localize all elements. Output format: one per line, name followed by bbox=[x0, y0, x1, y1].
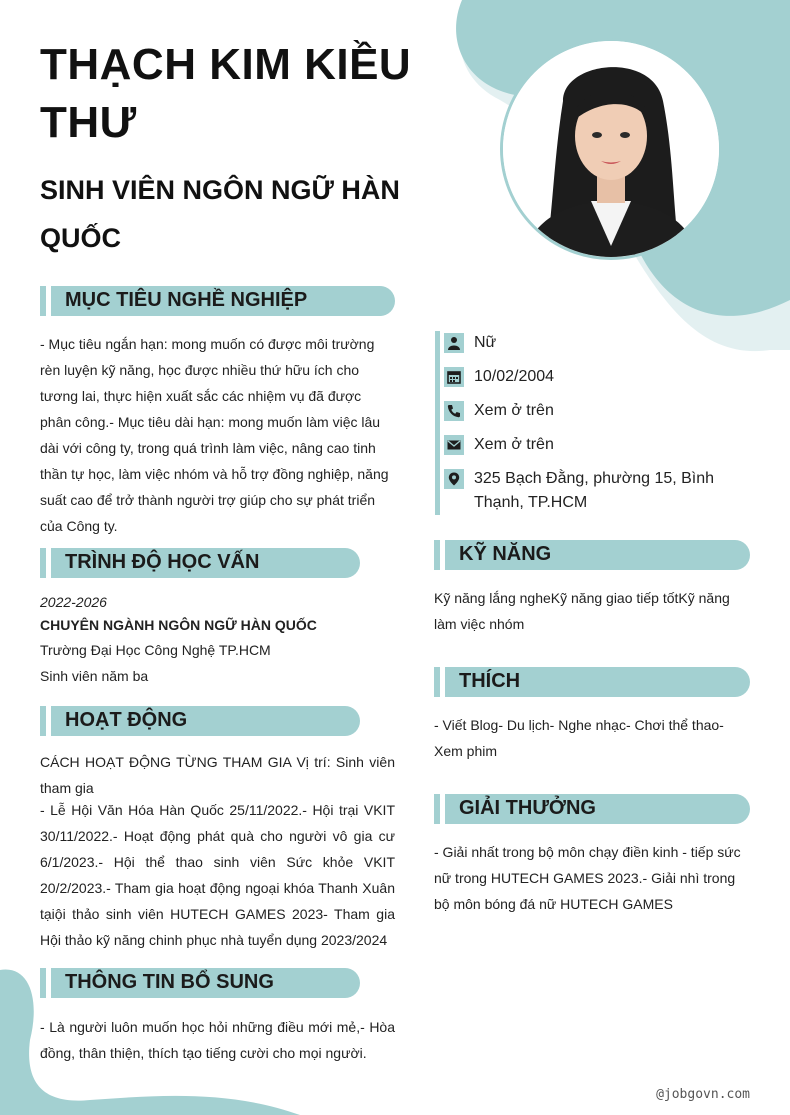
education-school: Trường Đại Học Công Nghệ TP.HCM bbox=[40, 642, 271, 658]
skills-text: Kỹ năng lắng ngheKỹ năng giao tiếp tốtKỹ năng làm việc nhóm bbox=[434, 590, 730, 632]
hobbies-heading-label: THÍCH bbox=[459, 670, 521, 692]
portrait-illustration bbox=[503, 41, 719, 257]
education-major: CHUYÊN NGÀNH NGÔN NGỮ HÀN QUỐC bbox=[40, 617, 317, 633]
activities-heading-label: HOẠT ĐỘNG bbox=[65, 709, 188, 731]
skills-heading-label: KỸ NĂNG bbox=[459, 543, 552, 565]
watermark-footer: @jobgovn.com bbox=[656, 1087, 750, 1102]
education-level: Sinh viên năm ba bbox=[40, 668, 149, 684]
contact-email-text: Xem ở trên bbox=[474, 436, 554, 453]
calendar-icon bbox=[444, 367, 464, 387]
objective-heading bbox=[40, 286, 395, 316]
additional-heading-label: THÔNG TIN BỔ SUNG bbox=[65, 971, 274, 993]
activities-intro: CÁCH HOẠT ĐỘNG TỪNG THAM GIA Vị trí: Sinh viên tham gia bbox=[40, 754, 395, 796]
phone-icon bbox=[444, 401, 464, 421]
person-icon bbox=[444, 333, 464, 353]
job-title: SINH VIÊN NGÔN NGỮ HÀN QUỐC bbox=[40, 175, 400, 253]
contact-address-text: 325 Bạch Đằng, phường 15, Bình Thạnh, TP.HCM bbox=[474, 470, 715, 511]
hobbies-text: - Viết Blog- Du lịch- Nghe nhạc- Chơi thể thao- Xem phim bbox=[434, 717, 724, 759]
contact-accent-bar bbox=[435, 331, 440, 515]
hobbies-heading bbox=[434, 667, 750, 697]
activities-list: - Lễ Hội Văn Hóa Hàn Quốc 25/11/2022.- Hội trại VKIT 30/11/2022.- Hoạt động phát quà cho người vô gia cư 6/1/2023.- Hội thể thao sinh viên Sức khỏe VKIT 20/2/2023.- Tham gia hoạt động ngoại khóa Thanh Xuân tạiội thảo sinh viên HUTECH GAMES 2023- Tham gia Hội thảo kỹ năng chinh phục nhà tuyển dụng 2023/2024 bbox=[40, 802, 395, 948]
activities-heading bbox=[40, 706, 360, 736]
objective-text: - Mục tiêu ngắn hạn: mong muốn có được môi trường rèn luyện kỹ năng, học được nhiều thứ hữu ích cho tương lai, thực hiện xuất sắc các nhiệm vụ đã được phân công.- Mục tiêu dài hạn: mong muốn làm việc lâu dài với công ty, trong quá trình làm việc, nâng cao tinh thần tự học, làm việc nhóm và hỗ trợ đồng nghiệp, năng suất cao để trở thành người trợ giúp cho sự phát triển của Công ty. bbox=[40, 336, 389, 534]
education-years: 2022-2026 bbox=[40, 594, 107, 610]
education-heading-label: TRÌNH ĐỘ HỌC VẤN bbox=[65, 551, 260, 573]
objective-heading-label: MỤC TIÊU NGHỀ NGHIỆP bbox=[65, 289, 308, 311]
additional-text: - Là người luôn muốn học hỏi những điều mới mẻ,- Hòa đồng, thân thiện, thích tạo tiếng cười cho mọi người. bbox=[40, 1019, 395, 1061]
education-heading bbox=[40, 548, 360, 578]
mail-icon bbox=[444, 435, 464, 455]
awards-heading bbox=[434, 794, 750, 824]
location-pin-icon bbox=[444, 469, 464, 489]
additional-heading bbox=[40, 968, 360, 998]
awards-text: - Giải nhất trong bộ môn chạy điền kinh - tiếp sức nữ trong HUTECH GAMES 2023.- Giải nhì trong bộ môn bóng đá nữ HUTECH GAMES bbox=[434, 844, 741, 912]
contact-gender-text: Nữ bbox=[474, 334, 497, 351]
awards-heading-label: GIẢI THƯỞNG bbox=[459, 797, 596, 819]
contact-birthday-text: 10/02/2004 bbox=[474, 368, 555, 385]
candidate-name: THẠCH KIM KIỀU THƯ bbox=[40, 40, 412, 147]
contact-phone-text: Xem ở trên bbox=[474, 402, 554, 419]
skills-heading bbox=[434, 540, 750, 570]
profile-photo bbox=[500, 38, 722, 260]
